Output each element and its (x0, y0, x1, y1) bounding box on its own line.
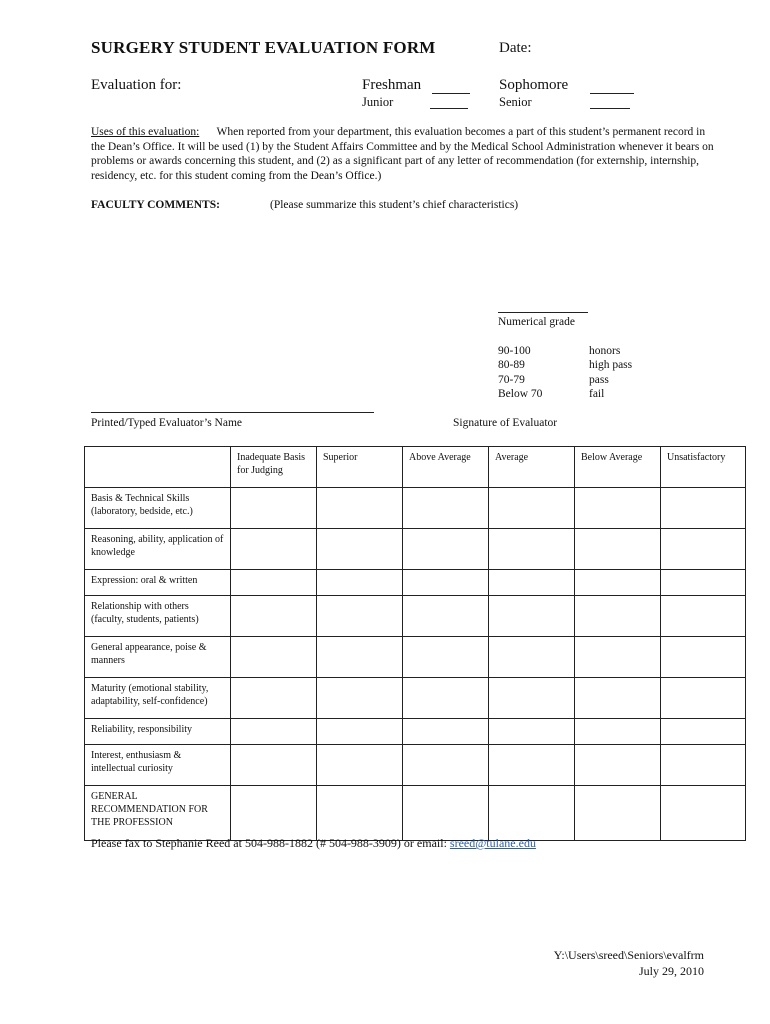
rating-cell[interactable] (403, 719, 489, 745)
row-label: Maturity (emotional stability, adaptability, self-confidence) (85, 678, 231, 719)
table-row (85, 529, 746, 570)
table-row (85, 570, 746, 596)
row-label: GENERAL RECOMMENDATION FOR THE PROFESSION (85, 786, 231, 841)
evaluator-signature-label: Signature of Evaluator (453, 417, 558, 429)
column-header: Unsatisfactory (661, 447, 746, 488)
grade-name: honors (589, 345, 621, 357)
faculty-comments-label: FACULTY COMMENTS: (91, 199, 220, 211)
table-row (85, 637, 746, 678)
rating-cell[interactable] (231, 678, 317, 719)
rating-cell[interactable] (403, 786, 489, 841)
rating-cell[interactable] (489, 596, 575, 637)
rating-cell[interactable] (661, 529, 746, 570)
rating-cell[interactable] (489, 570, 575, 596)
rating-cell[interactable] (661, 488, 746, 529)
rating-cell[interactable] (661, 719, 746, 745)
row-label: Reasoning, ability, application of knowledge (85, 529, 231, 570)
rating-cell[interactable] (661, 570, 746, 596)
column-header: Superior (317, 447, 403, 488)
evaluator-name-line[interactable] (91, 412, 374, 413)
year-freshman-label: Freshman (362, 77, 422, 93)
column-header: Average (489, 447, 575, 488)
table-header-row (85, 447, 746, 488)
table-row (85, 596, 746, 637)
column-header: Inadequate Basis for Judging (231, 447, 317, 488)
grade-name: pass (589, 374, 609, 386)
evaluation-table (84, 446, 746, 841)
rating-cell[interactable] (231, 786, 317, 841)
table-row (85, 488, 746, 529)
evaluator-name-label: Printed/Typed Evaluator’s Name (91, 417, 242, 429)
rating-cell[interactable] (317, 637, 403, 678)
rating-cell[interactable] (231, 637, 317, 678)
header-corner-cell (85, 447, 231, 488)
uses-text: When reported from your department, this evaluation becomes a part of this student’s permanent record in the Dean’s Office. It will be used (1) by the Student Affairs Committee and by the Medical School Administration whenever it bears on problems or awards concerning this student, and (2) as a significant part of any letter of recommendation (for externship, internship, residency, etc. for this student coming from the Dean’s Office.) (91, 126, 714, 182)
table-row (85, 719, 746, 745)
rating-cell[interactable] (575, 488, 661, 529)
form-title: SURGERY STUDENT EVALUATION FORM (91, 38, 436, 57)
fax-text: Please fax to Stephanie Reed at 504-988-1882 (# 504-988-3909) or email: (91, 836, 450, 850)
rating-cell[interactable] (575, 596, 661, 637)
rating-cell[interactable] (575, 529, 661, 570)
rating-cell[interactable] (661, 596, 746, 637)
row-label: General appearance, poise & manners (85, 637, 231, 678)
row-label: Expression: oral & written (85, 570, 231, 596)
rating-cell[interactable] (317, 745, 403, 786)
year-senior-label: Senior (499, 95, 532, 109)
rating-cell[interactable] (231, 570, 317, 596)
rating-cell[interactable] (489, 529, 575, 570)
table-row (85, 678, 746, 719)
year-junior-blank[interactable] (430, 108, 468, 109)
rating-cell[interactable] (575, 719, 661, 745)
rating-cell[interactable] (575, 570, 661, 596)
year-sophomore-label: Sophomore (499, 77, 569, 93)
fax-instruction (91, 836, 536, 851)
numerical-grade-blank[interactable] (498, 312, 588, 313)
rating-cell[interactable] (489, 488, 575, 529)
year-junior-label: Junior (362, 95, 394, 109)
uses-label: Uses of this evaluation: (91, 126, 200, 138)
year-freshman-blank[interactable] (432, 93, 470, 94)
rating-cell[interactable] (489, 745, 575, 786)
rating-cell[interactable] (403, 488, 489, 529)
rating-cell[interactable] (661, 745, 746, 786)
rating-cell[interactable] (403, 745, 489, 786)
rating-cell[interactable] (403, 596, 489, 637)
rating-cell[interactable] (575, 745, 661, 786)
rating-cell[interactable] (231, 596, 317, 637)
year-senior-blank[interactable] (590, 108, 630, 109)
rating-cell[interactable] (489, 637, 575, 678)
rating-cell[interactable] (317, 529, 403, 570)
row-label: Basis & Technical Skills (laboratory, bedside, etc.) (85, 488, 231, 529)
rating-cell[interactable] (317, 719, 403, 745)
rating-cell[interactable] (489, 719, 575, 745)
rating-cell[interactable] (403, 570, 489, 596)
grade-name: high pass (589, 359, 633, 371)
rating-cell[interactable] (489, 786, 575, 841)
grade-range: 90-100 (498, 345, 531, 357)
rating-cell[interactable] (575, 786, 661, 841)
rating-cell[interactable] (575, 678, 661, 719)
table-row (85, 745, 746, 786)
rating-cell[interactable] (317, 678, 403, 719)
column-header: Below Average (575, 447, 661, 488)
grade-range: 80-89 (498, 359, 525, 371)
rating-cell[interactable] (403, 678, 489, 719)
column-header: Above Average (403, 447, 489, 488)
numerical-grade-label: Numerical grade (498, 316, 575, 328)
rating-cell[interactable] (489, 678, 575, 719)
rating-cell[interactable] (231, 488, 317, 529)
table-row (85, 786, 746, 841)
rating-cell[interactable] (403, 529, 489, 570)
file-path: Y:\Users\sreed\Seniors\evalfrm (553, 948, 704, 962)
row-label: Reliability, responsibility (85, 719, 231, 745)
rating-cell[interactable] (231, 719, 317, 745)
rating-cell[interactable] (575, 637, 661, 678)
rating-cell[interactable] (317, 488, 403, 529)
grade-range: Below 70 (498, 388, 543, 400)
year-sophomore-blank[interactable] (590, 93, 634, 94)
grade-range: 70-79 (498, 374, 525, 386)
footer-date: July 29, 2010 (638, 964, 704, 978)
rating-cell[interactable] (403, 637, 489, 678)
rating-cell[interactable] (231, 529, 317, 570)
rating-cell[interactable] (661, 678, 746, 719)
rating-cell[interactable] (661, 637, 746, 678)
faculty-comments-note: (Please summarize this student’s chief characteristics) (270, 199, 519, 211)
rating-cell[interactable] (317, 596, 403, 637)
email-link[interactable]: sreed@tulane.edu (449, 836, 536, 850)
rating-cell[interactable] (231, 745, 317, 786)
rating-cell[interactable] (317, 786, 403, 841)
grade-name: fail (589, 388, 605, 400)
rating-cell[interactable] (661, 786, 746, 841)
rating-cell[interactable] (317, 570, 403, 596)
date-label: Date: (499, 40, 532, 56)
uses-paragraph (91, 125, 716, 183)
evaluation-for-label: Evaluation for: (91, 77, 182, 93)
row-label: Interest, enthusiasm & intellectual curiosity (85, 745, 231, 786)
row-label: Relationship with others (faculty, students, patients) (85, 596, 231, 637)
